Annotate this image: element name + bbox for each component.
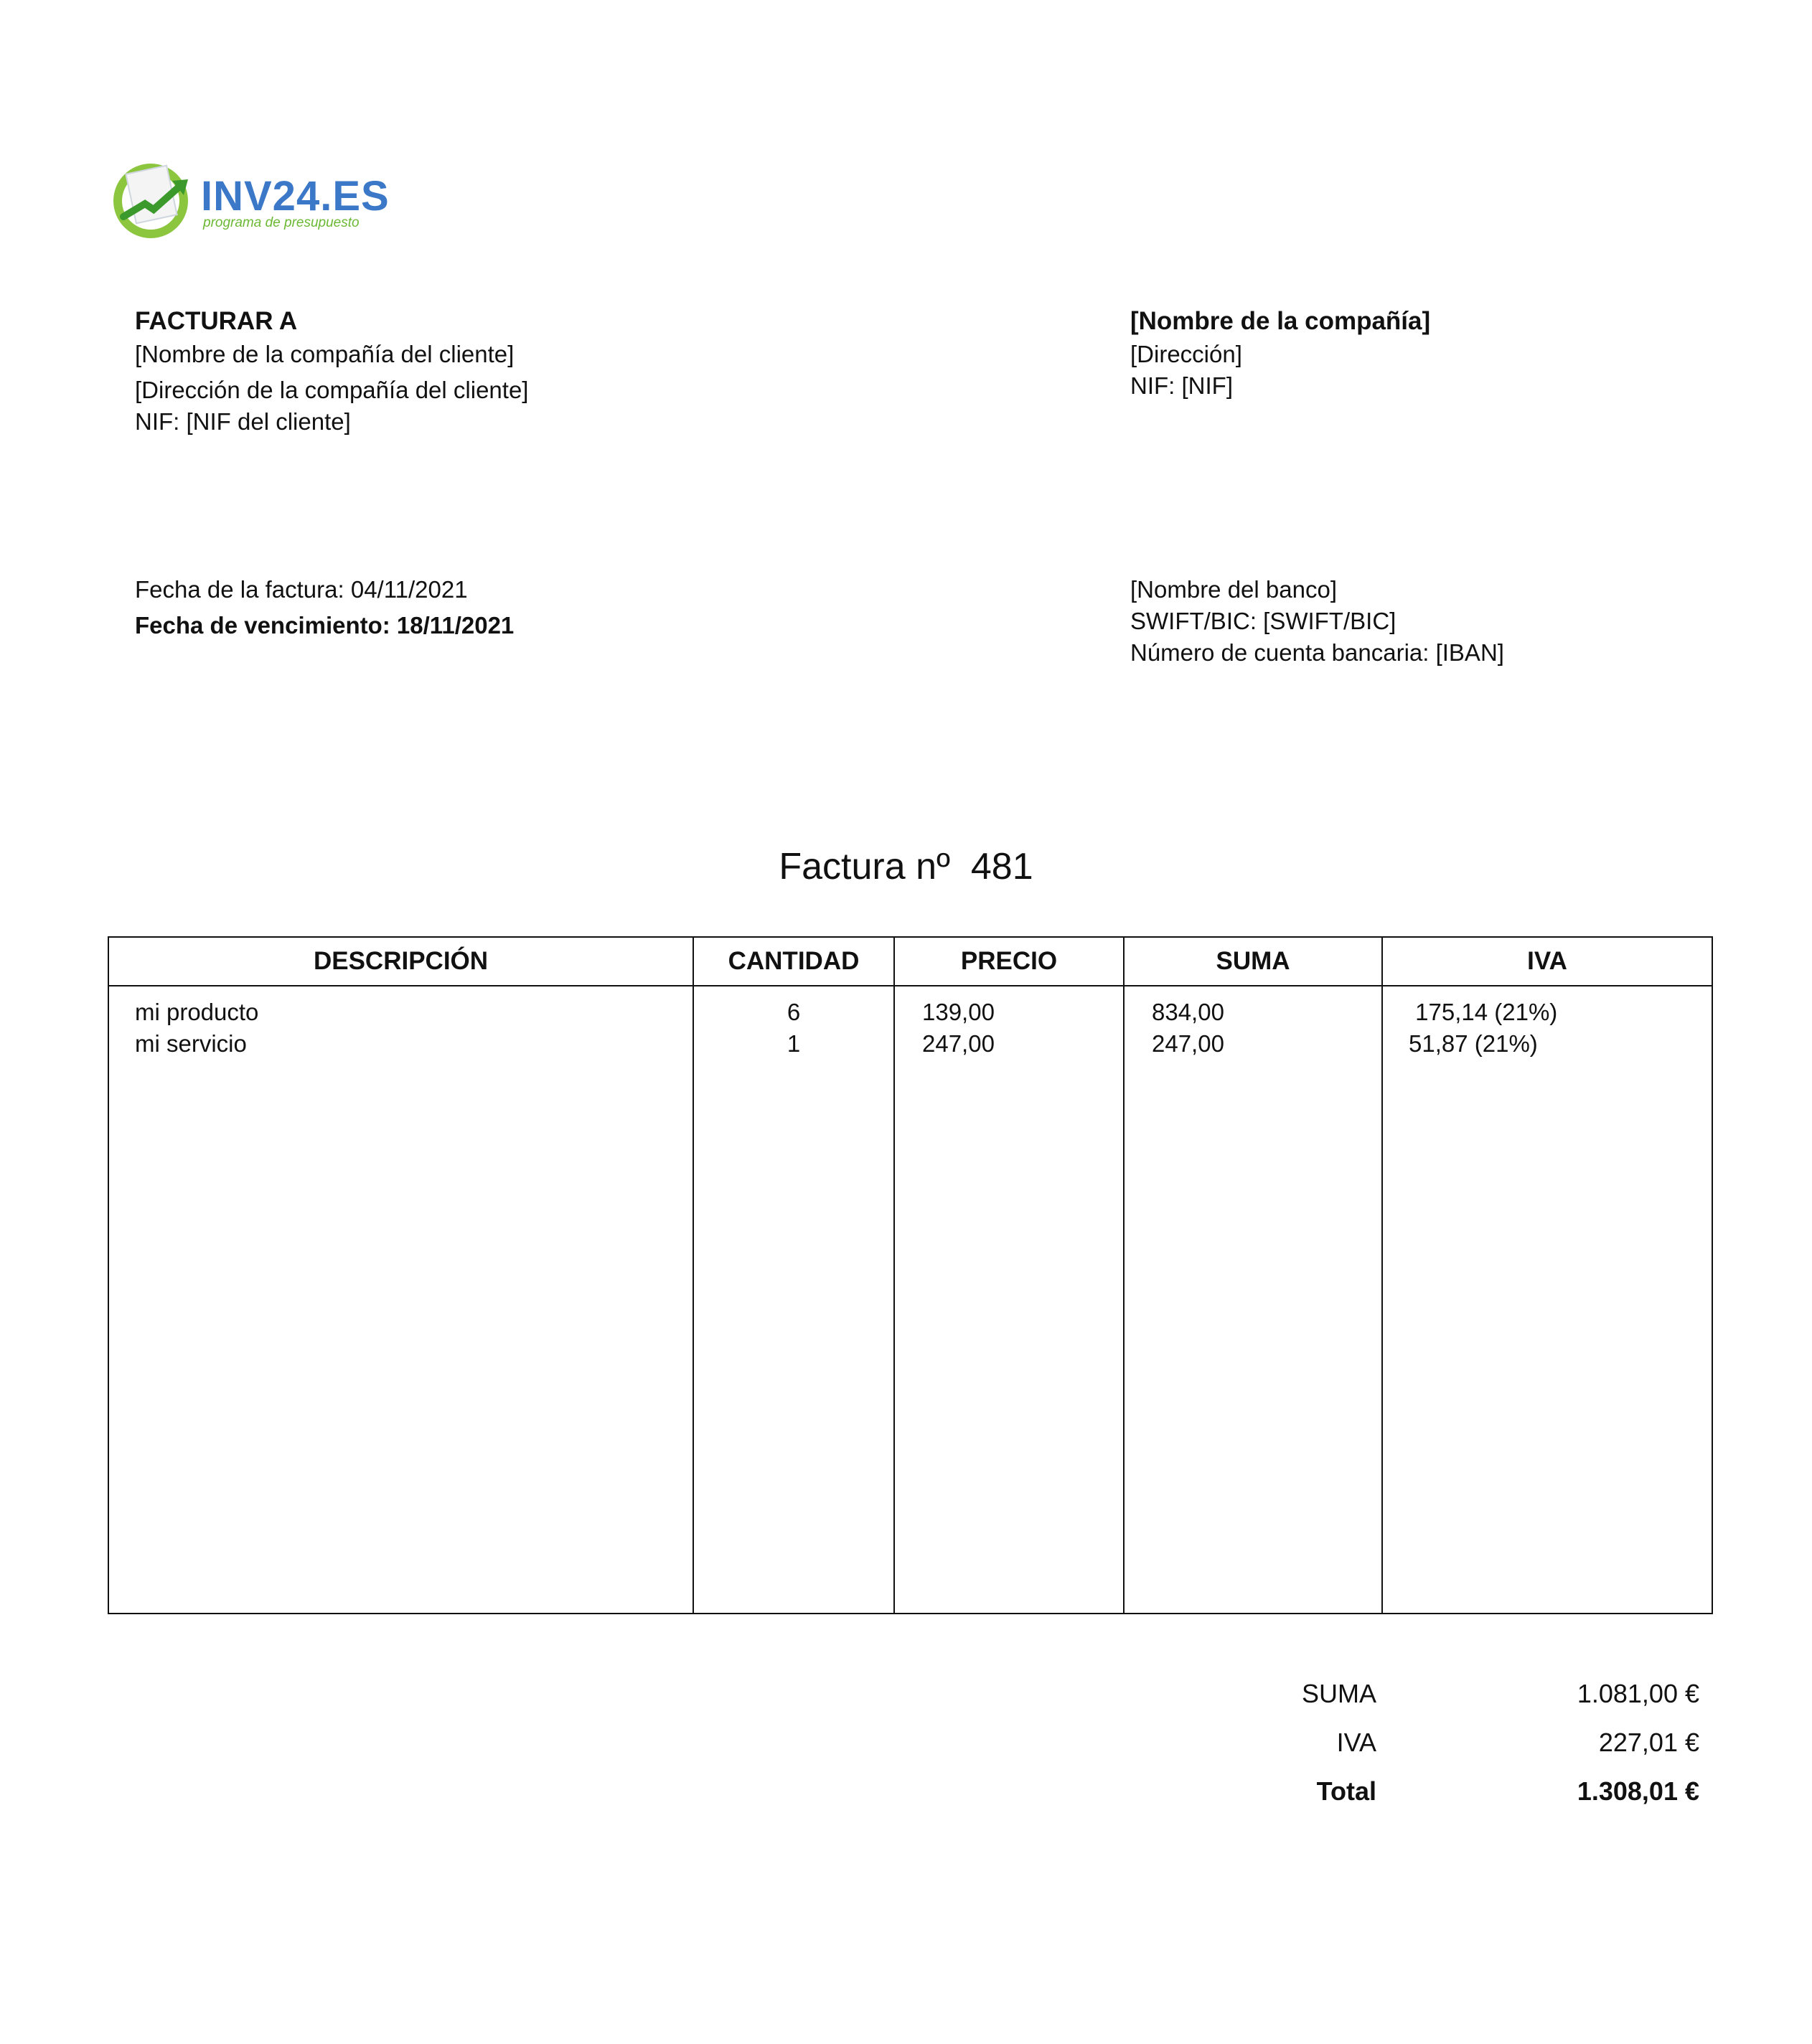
quantity-column — [693, 986, 894, 1614]
company-nif: NIF: [NIF] — [1130, 372, 1233, 399]
company-name: [Nombre de la compañía] — [1130, 307, 1431, 335]
invoice-title: Factura nº 481 — [779, 846, 1033, 887]
table-cell: 1 — [787, 1030, 801, 1057]
company-block — [1130, 304, 1430, 402]
sum-column — [1124, 986, 1382, 1614]
table-cell: 175,14 (21%) — [1409, 999, 1558, 1025]
dates-block — [135, 574, 514, 641]
items-table — [108, 936, 1713, 1614]
vat-total-value: 227,01 € — [1598, 1728, 1699, 1757]
header-sum: SUMA — [1124, 937, 1382, 986]
table-cell: mi servicio — [135, 1030, 247, 1057]
table-cell: 51,87 (21%) — [1409, 1030, 1538, 1057]
client-address: [Dirección de la compañía del cliente] — [135, 377, 529, 403]
table-cell: 834,00 — [1152, 999, 1224, 1025]
bill-to-heading: FACTURAR A — [135, 307, 298, 335]
header-price: PRECIO — [894, 937, 1124, 986]
table-cell: 247,00 — [922, 1030, 995, 1057]
invoice-growth-arrow-icon — [113, 164, 188, 238]
subtotal-value: 1.081,00 € — [1577, 1679, 1699, 1708]
vat-column — [1382, 986, 1712, 1614]
subtotal-label: SUMA — [1301, 1679, 1376, 1708]
table-body — [108, 986, 1712, 1614]
header-quantity: CANTIDAD — [693, 937, 894, 986]
table-cell: 247,00 — [1152, 1030, 1224, 1057]
table-cell: 6 — [787, 999, 801, 1025]
client-company: [Nombre de la compañía del cliente] — [135, 341, 515, 367]
grand-total-value: 1.308,01 € — [1577, 1776, 1699, 1806]
description-column — [108, 986, 693, 1614]
bank-account: Número de cuenta bancaria: [IBAN] — [1130, 639, 1504, 666]
bank-name: [Nombre del banco] — [1130, 576, 1337, 603]
client-nif: NIF: [NIF del cliente] — [135, 408, 351, 435]
due-date: Fecha de vencimiento: 18/11/2021 — [135, 612, 515, 639]
bank-block — [1130, 574, 1504, 669]
header-vat: IVA — [1382, 937, 1712, 986]
logo-brand: INV24.ES — [201, 173, 390, 220]
company-address: [Dirección] — [1130, 341, 1242, 367]
vat-total-label: IVA — [1336, 1728, 1376, 1757]
price-column — [894, 986, 1124, 1614]
header-description: DESCRIPCIÓN — [108, 937, 693, 986]
bank-swift: SWIFT/BIC: [SWIFT/BIC] — [1130, 608, 1396, 634]
bill-to-block — [135, 304, 528, 438]
table-header-row — [108, 937, 1712, 986]
logo-tagline: programa de presupuesto — [203, 215, 360, 230]
grand-total-label: Total — [1316, 1776, 1376, 1806]
table-cell: 139,00 — [922, 999, 995, 1025]
invoice-date: Fecha de la factura: 04/11/2021 — [135, 576, 468, 603]
table-cell: mi producto — [135, 999, 259, 1025]
